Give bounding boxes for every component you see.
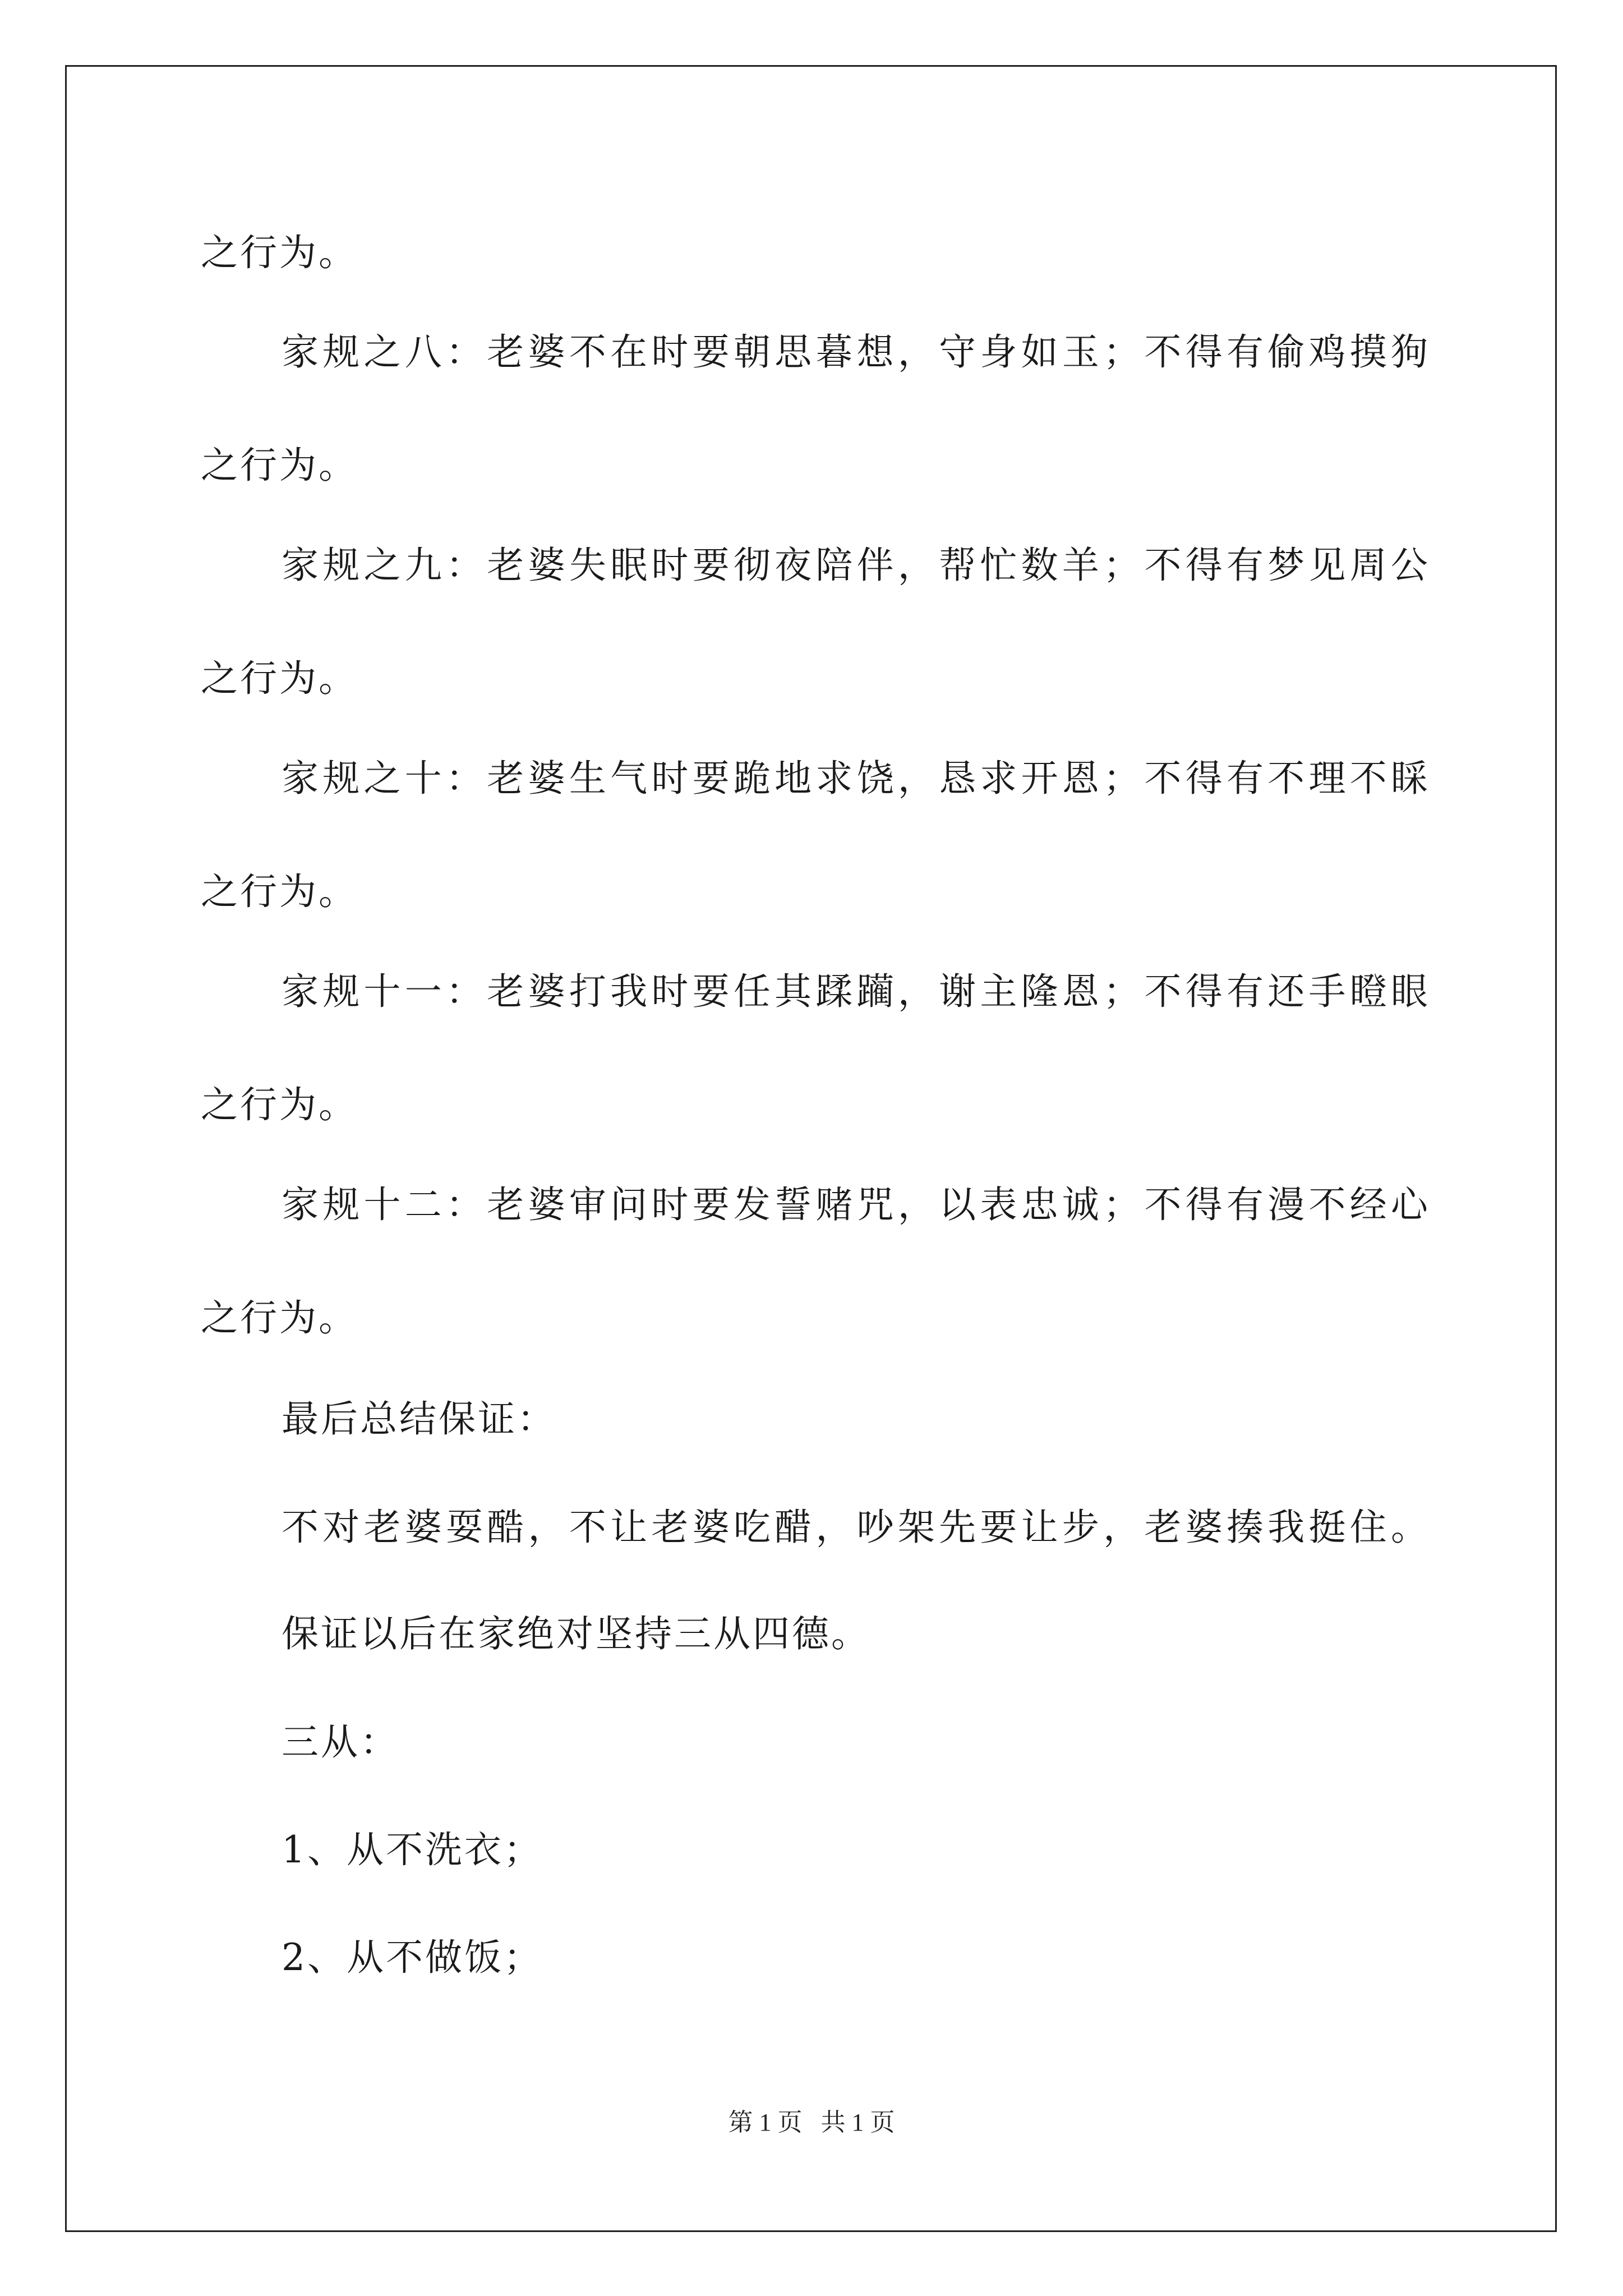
page-footer: [0, 2102, 1623, 2138]
paragraph-line: 之行为。: [201, 1083, 358, 1126]
paragraph-line: 家规之十：老婆生气时要跪地求饶，恳求开恩；不得有不理不睬: [282, 757, 1428, 800]
paragraph-line: 之行为。: [201, 444, 358, 487]
paragraph-line: 之行为。: [201, 231, 358, 274]
paragraph-line: 家规十一：老婆打我时要任其蹂躏，谢主隆恩；不得有还手瞪眼: [282, 970, 1428, 1013]
paragraph-line: 保证以后在家绝对坚持三从四德。: [282, 1612, 870, 1655]
list-item: 1、从不洗衣；: [282, 1828, 543, 1871]
list-item: 2、从不做饭；: [282, 1936, 543, 1979]
paragraph-line: 之行为。: [201, 657, 358, 700]
page-total: 共 1 页: [820, 2109, 895, 2136]
paragraph-line: 之行为。: [201, 1296, 358, 1340]
paragraph-line: 家规十二：老婆审问时要发誓赌咒，以表忠诚；不得有漫不经心: [282, 1183, 1428, 1226]
paragraph-line: 不对老婆耍酷，不让老婆吃醋，吵架先要让步，老婆揍我挺住。: [282, 1506, 1428, 1549]
paragraph-line: 三从：: [282, 1720, 399, 1764]
paragraph-line: 之行为。: [201, 870, 358, 913]
paragraph-line: 最后总结保证：: [282, 1397, 556, 1441]
paragraph-line: 家规之八：老婆不在时要朝思暮想，守身如玉；不得有偷鸡摸狗: [282, 330, 1428, 374]
page-number: 第 1 页: [728, 2109, 803, 2136]
paragraph-line: 家规之九：老婆失眠时要彻夜陪伴，帮忙数羊；不得有梦见周公: [282, 544, 1428, 587]
page-border: [65, 65, 1557, 2232]
